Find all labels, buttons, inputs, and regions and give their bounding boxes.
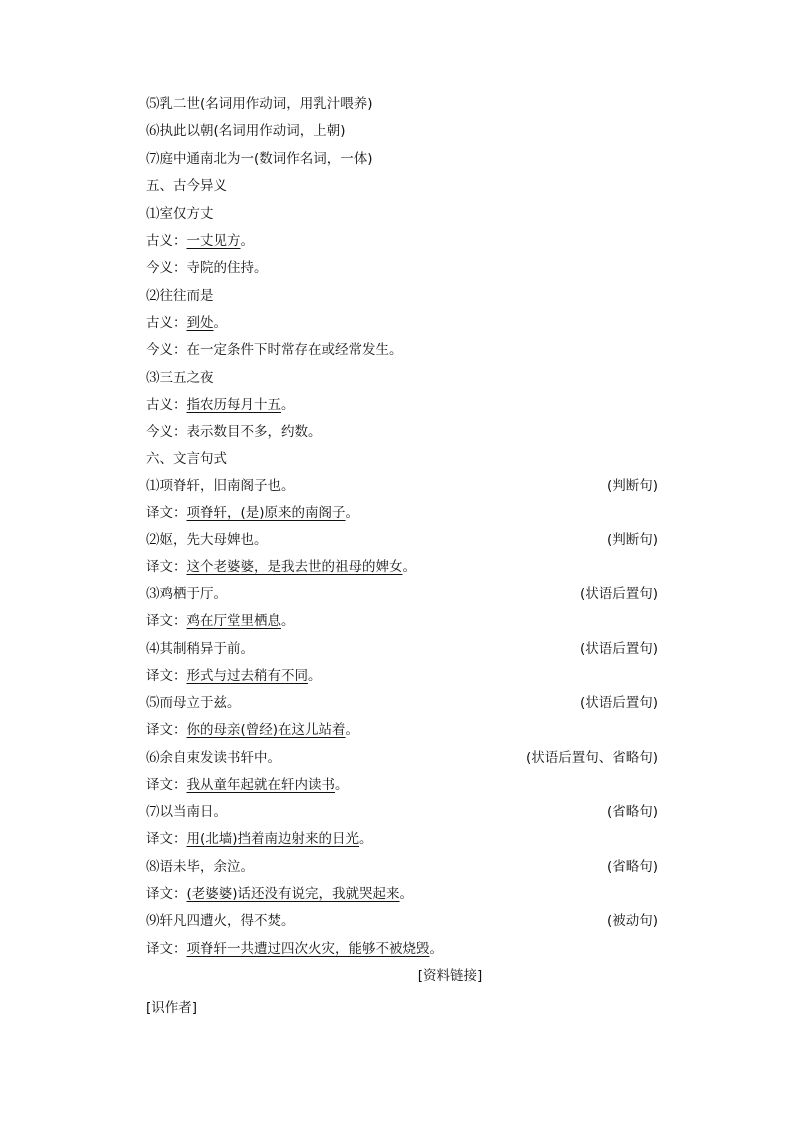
translation-8 <box>146 884 658 904</box>
period: 。 <box>240 233 254 249</box>
period: 。 <box>429 941 443 957</box>
translation-text: 我从童年起就在轩内读书 <box>186 777 335 793</box>
item-4-5: ⑸乳二世(名词用作动词，用乳汁喂养) <box>146 96 373 112</box>
ancient-meaning: 一丈见方 <box>186 233 241 249</box>
sentence-text: ⑴项脊轩，旧南阁子也。 <box>146 478 295 494</box>
ancient-label: 古义： <box>146 397 187 413</box>
period: 。 <box>399 886 414 902</box>
translation-label: 译文： <box>146 505 187 521</box>
section-6-heading: 六、文言句式 <box>146 451 227 467</box>
sentence-1 <box>146 476 658 496</box>
sentence-type-tag: (被动句) <box>606 913 658 929</box>
translation-6 <box>146 775 658 795</box>
translation-text: 这个老婆婆，是我去世的祖母的婢女 <box>186 559 403 575</box>
sentence-type-tag: (判断句) <box>606 532 658 548</box>
period: 。 <box>281 613 295 629</box>
sec5-item-1-ancient <box>146 231 658 251</box>
ancient-label: 古义： <box>146 315 187 331</box>
sec5-item-1-modern: 今义：寺院的住持。 <box>146 260 268 276</box>
sentence-text: ⑹余自束发读书轩中。 <box>146 750 281 766</box>
translation-4 <box>146 666 658 686</box>
period: 。 <box>359 831 373 847</box>
translation-label: 译文： <box>146 831 187 847</box>
sentence-3 <box>146 584 658 604</box>
translation-text: 项脊轩，(是)原来的南阁子 <box>186 505 346 521</box>
translation-text: 你的母亲(曾经)在这儿站着 <box>186 722 346 738</box>
translation-label: 译文： <box>146 559 187 575</box>
sentence-text: ⑻语未毕，余泣。 <box>146 859 254 875</box>
period: 。 <box>402 559 416 575</box>
period: 。 <box>308 668 322 684</box>
translation-text: 用(北墙)挡着南边射来的日光 <box>186 831 360 847</box>
translation-label: 译文： <box>146 941 187 957</box>
translation-7 <box>146 829 658 849</box>
translation-label: 译文： <box>146 886 187 902</box>
sentence-text: ⑸而母立于兹。 <box>146 695 241 711</box>
sec5-item-2-title: ⑵往往而是 <box>146 288 214 304</box>
translation-5 <box>146 720 658 740</box>
translation-text: (老婆婆)话还没有说完，我就哭起来 <box>186 886 400 902</box>
period: 。 <box>281 397 295 413</box>
sentence-text: ⑵妪，先大母婢也。 <box>146 532 268 548</box>
sentence-7 <box>146 802 658 822</box>
period: 。 <box>213 315 227 331</box>
sec5-item-3-modern: 今义：表示数目不多，约数。 <box>146 424 322 440</box>
translation-text: 鸡在厅堂里栖息 <box>186 613 281 629</box>
sentence-text: ⑼轩凡四遭火，得不焚。 <box>146 913 295 929</box>
translation-3 <box>146 611 658 631</box>
sentence-6 <box>146 748 658 768</box>
sentence-text: ⑶鸡栖于厅。 <box>146 586 227 602</box>
translation-label: 译文： <box>146 722 187 738</box>
sentence-type-tag: (状语后置句) <box>579 641 658 657</box>
item-4-6: ⑹执此以朝(名词用作动词，上朝) <box>146 123 346 139</box>
translation-text: 项脊轩一共遭过四次火灾，能够不被烧毁 <box>186 941 430 957</box>
sec5-item-2-modern: 今义：在一定条件下时常存在或经常发生。 <box>146 342 403 358</box>
sec5-item-1-title: ⑴室仅方丈 <box>146 206 214 222</box>
sentence-text: ⑷其制稍异于前。 <box>146 641 254 657</box>
sec5-item-3-ancient <box>146 395 658 415</box>
translation-2 <box>146 557 658 577</box>
resource-link-text: [资料链接] <box>417 968 483 984</box>
translation-label: 译文： <box>146 668 187 684</box>
sentence-4 <box>146 639 658 659</box>
translation-9 <box>146 939 658 959</box>
sentence-9 <box>146 911 658 931</box>
ancient-meaning: 指农历每月十五 <box>186 397 281 413</box>
translation-label: 译文： <box>146 613 187 629</box>
sentence-type-tag: (状语后置句) <box>579 586 658 602</box>
item-4-7: ⑺庭中通南北为一(数词作名词，一体) <box>146 151 373 167</box>
sentence-8 <box>146 857 658 877</box>
translation-label: 译文： <box>146 777 187 793</box>
sec5-item-2-ancient <box>146 313 658 333</box>
sec5-item-3-title: ⑶三五之夜 <box>146 370 214 386</box>
section-5-heading: 五、古今异义 <box>146 178 227 194</box>
sentence-text: ⑺以当南日。 <box>146 804 227 820</box>
translation-1 <box>146 503 658 523</box>
period: 。 <box>345 505 360 521</box>
ancient-meaning: 到处 <box>186 315 214 331</box>
resource-link-heading <box>146 966 658 986</box>
translation-text: 形式与过去稍有不同 <box>186 668 308 684</box>
sentence-type-tag: (判断句) <box>606 478 658 494</box>
sentence-type-tag: (状语后置句) <box>579 695 658 711</box>
sentence-5 <box>146 693 658 713</box>
author-heading: [识作者] <box>146 1000 198 1016</box>
sentence-type-tag: (省略句) <box>606 804 658 820</box>
sentence-2 <box>146 530 658 550</box>
period: 。 <box>345 722 360 738</box>
sentence-type-tag: (省略句) <box>606 859 658 875</box>
period: 。 <box>335 777 349 793</box>
sentence-type-tag: (状语后置句、省略句) <box>525 750 658 766</box>
ancient-label: 古义： <box>146 233 187 249</box>
